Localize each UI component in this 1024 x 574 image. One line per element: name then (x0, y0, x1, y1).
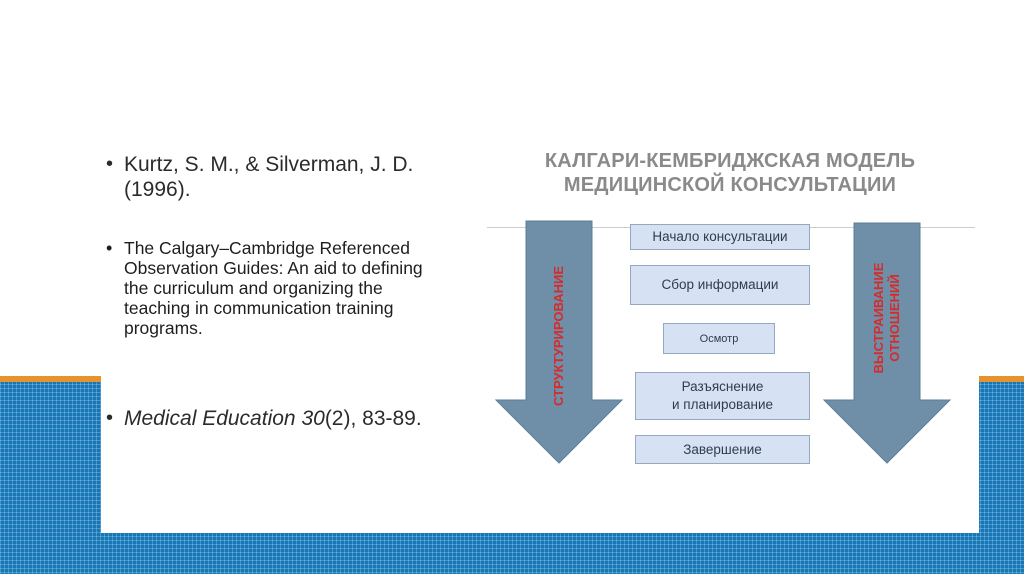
step-examination-label: Осмотр (699, 332, 739, 345)
reference-authors-text: Kurtz, S. M., & Silverman, J. D. (1996). (124, 153, 414, 201)
step-information-label: Сбор информации (661, 277, 779, 292)
step-explanation-line2: и планирование (671, 397, 774, 412)
right-arrow-label (871, 263, 903, 374)
reference-title-text: The Calgary–Cambridge Referenced Observation Guides: An aid to defining the curriculum and organizing the teaching in communication training programs. (124, 238, 423, 338)
diagram-title-line1: КАЛГАРИ-КЕМБРИДЖСКАЯ МОДЕЛЬ (544, 150, 916, 172)
step-explanation (635, 372, 810, 420)
diagram-title-line2: МЕДИЦИНСКОЙ КОНСУЛЬТАЦИИ (563, 174, 897, 196)
bullet-dot: • (106, 238, 113, 258)
step-opening (630, 224, 810, 250)
journal-name: Medical Education (124, 407, 296, 430)
step-opening-label: Начало консультации (652, 229, 788, 244)
step-examination (663, 323, 775, 354)
step-closing-label: Завершение (683, 441, 762, 457)
right-arrow-label-line1: ВЫСТРАИВАНИЕ (871, 262, 886, 374)
right-arrow-label-line2: ОТНОШЕНИЙ (887, 274, 902, 362)
step-closing (635, 435, 810, 464)
journal-volume: 30 (301, 407, 325, 430)
journal-pages: (2), 83-89. (324, 407, 422, 430)
bullet-dot: • (106, 407, 114, 429)
left-arrow-label: СТРУКТУРИРОВАНИЕ (551, 265, 566, 407)
bullet-dot: • (106, 153, 114, 175)
step-explanation-line1: Разъяснение (681, 379, 764, 394)
step-information (630, 265, 810, 305)
step-explanation-label (672, 378, 773, 414)
